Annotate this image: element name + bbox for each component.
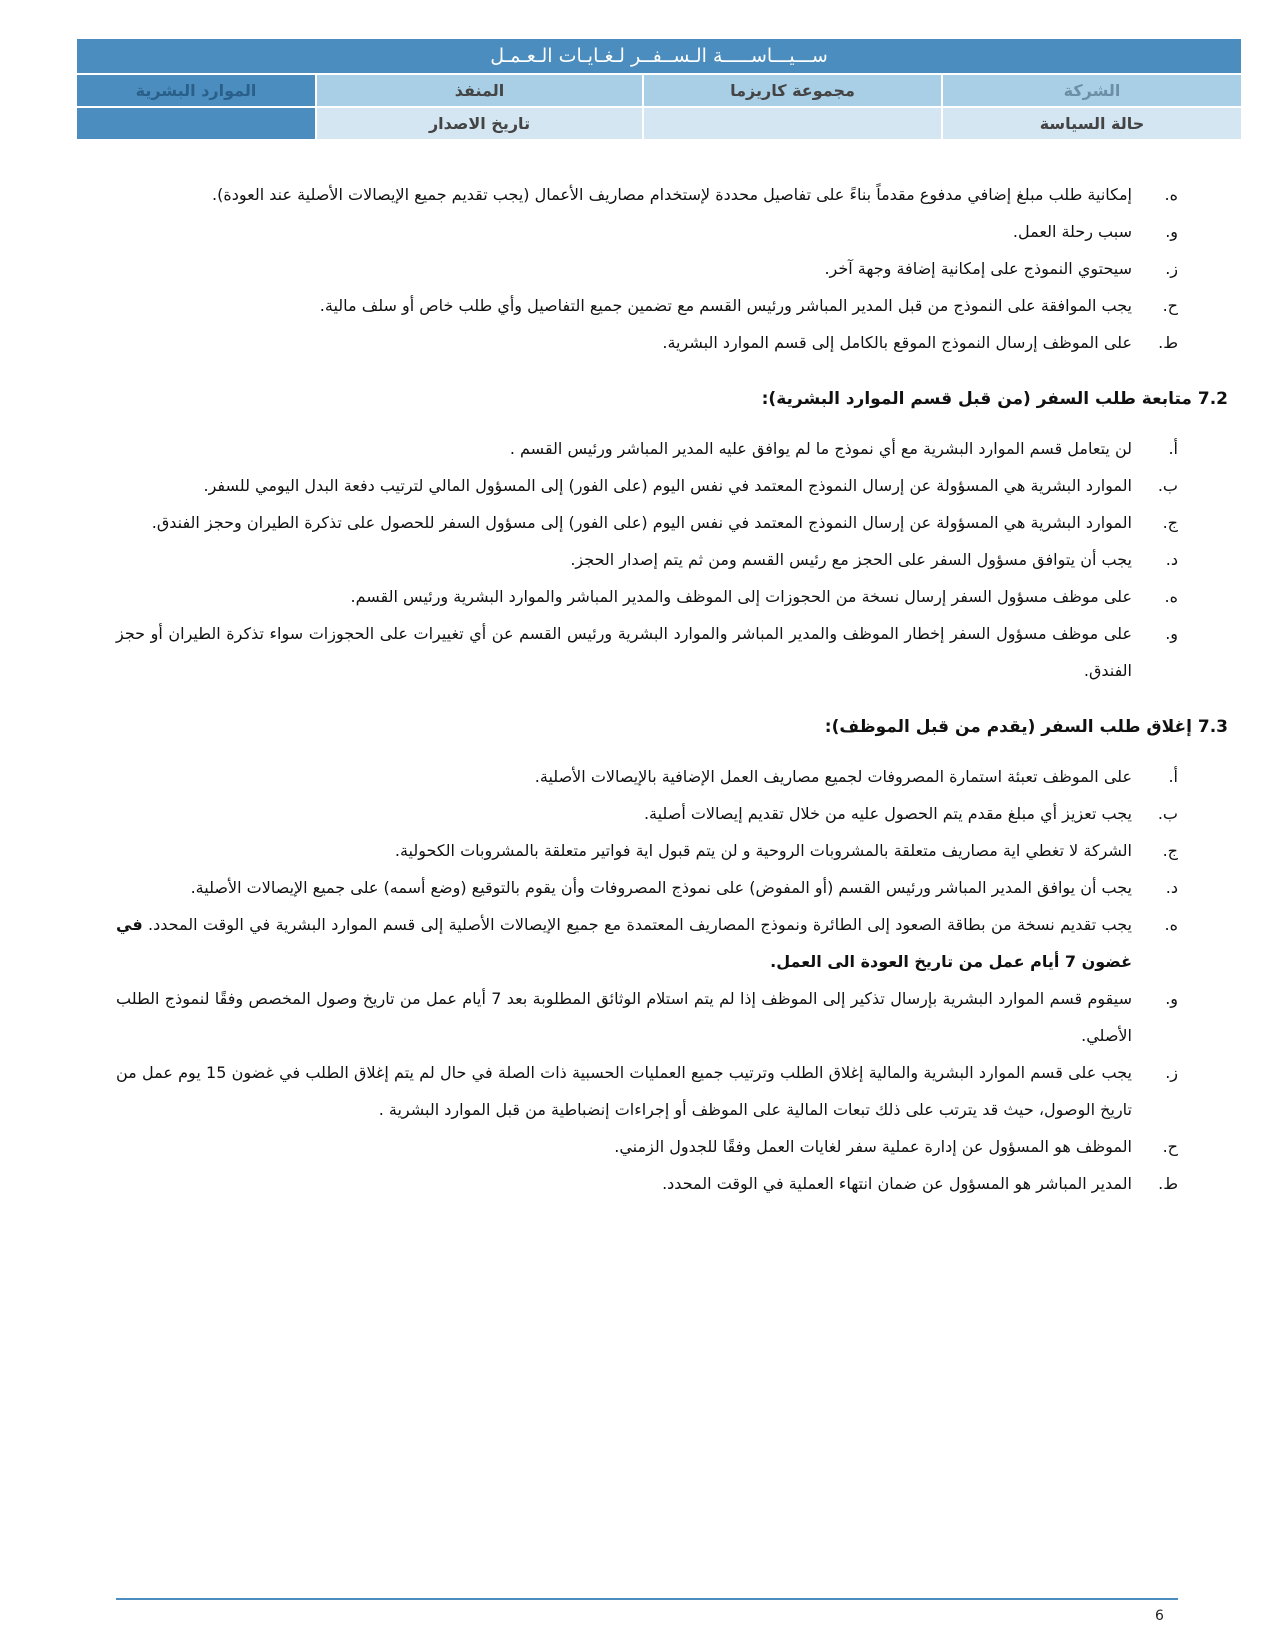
list-item-text: يجب أن يوافق المدير المباشر ورئيس القسم (أو المفوض) على نموذج المصروفات وأن يقوم بالتوقيع (وضع أسمه) على جميع الإيصالات الأصلية. [190,878,1132,897]
list-item-text: يجب تعزيز أي مبلغ مقدم يتم الحصول عليه من خلال تقديم إيصالات أصلية. [643,804,1132,823]
list-item-text: سيحتوي النموذج على إمكانية إضافة وجهة آخر. [824,259,1132,278]
list-item [116,832,1178,869]
list-marker: و. [1165,989,1178,1008]
list-item-text: يجب أن يتوافق مسؤول السفر على الحجز مع رئيس القسم ومن ثم يتم إصدار الحجز. [570,550,1132,569]
list-item [116,430,1178,467]
list-item-text: على الموظف إرسال النموذج الموقع بالكامل إلى قسم الموارد البشرية. [662,333,1132,352]
section-travel-closing [116,758,1178,1202]
section-title: إغلاق طلب السفر (يقدم من قبل الموظف): [824,717,1192,737]
section-title: متابعة طلب السفر (من قبل قسم الموارد البشرية): [761,389,1192,409]
list-item-text: لن يتعامل قسم الموارد البشرية مع أي نموذج ما لم يوافق عليه المدير المباشر ورئيس القسم . [509,439,1132,458]
list-marker: ج. [1162,841,1178,860]
list-item [116,541,1178,578]
section-request-items [116,176,1178,361]
policy-status-value [644,108,941,139]
list-marker: ه. [1164,587,1178,606]
policy-title: ســـيـــاســـــة الـســفــر لـغـايـات الـعـمـل [77,39,1241,73]
list-item [116,250,1178,287]
list-marker: ط. [1158,333,1178,352]
list-marker: أ. [1168,439,1178,458]
list-marker: د. [1165,878,1178,897]
company-label: الشركة [943,75,1241,106]
list-marker: ح. [1162,296,1178,315]
list-item-text: سبب رحلة العمل. [1012,222,1132,241]
list-item-text: الشركة لا تغطي اية مصاريف متعلقة بالمشروبات الروحية و لن يتم قبول اية فواتير متعلقة بالمشروبات الكحولية. [394,841,1132,860]
list-item-text: المدير المباشر هو المسؤول عن ضمان انتهاء العملية في الوقت المحدد. [662,1174,1132,1193]
list-item-text: يجب تقديم نسخة من بطاقة الصعود إلى الطائرة ونموذج المصاريف المعتمدة مع جميع الإيصالات الأصلية إلى قسم الموارد البشرية في الوقت المحدد. [148,915,1132,934]
company-value: مجموعة كاريزما [644,75,941,106]
list-marker: ه. [1164,185,1178,204]
list-item [116,1165,1178,1202]
policy-header-table [77,39,1241,139]
list-item-text: على موظف مسؤول السفر إخطار الموظف والمدير المباشر والموارد البشرية ورئيس القسم عن أي تغييرات على الحجوزات سواء تذكرة الطيران أو حجز الفندق. [116,624,1132,680]
list-marker: ز. [1165,259,1178,278]
list-item [116,324,1178,361]
deadline-note: في غضون 7 أيام عمل من تاريخ العودة الى العمل. [116,915,1132,971]
list-item [116,176,1178,213]
list-marker: ب. [1157,804,1178,823]
list-item [116,980,1178,1054]
list-item-text: الموظف هو المسؤول عن إدارة عملية سفر لغايات العمل وفقًا للجدول الزمني. [614,1137,1132,1156]
header-row-status [77,108,1241,139]
list-item [116,213,1178,250]
footer-divider [116,1598,1178,1600]
list-item-text: الموارد البشرية هي المسؤولة عن إرسال النموذج المعتمد في نفس اليوم (على الفور) إلى المسؤول المالي لترتيب دفعة البدل اليومي للسفر. [203,476,1132,495]
list-item-text: يجب على قسم الموارد البشرية والمالية إغلاق الطلب وترتيب جميع العمليات الحسبية ذات الصلة في حال لم يتم إغلاق الطلب في غضون 15 يوم عمل من تاريخ الوصول، حيث قد يترتب على ذلك تبعات المالية على الموظف أو إجراءات إنضباطية من قبل الموارد البشرية . [116,1063,1133,1119]
executor-label: المنفذ [317,75,642,106]
list-item-text: سيقوم قسم الموارد البشرية بإرسال تذكير إلى الموظف إذا لم يتم استلام الوثائق المطلوبة بعد 7 أيام عمل من تاريخ وصول المخصص وفقًا لنموذج الطلب الأصلي. [116,989,1132,1045]
list-item [116,467,1178,504]
list-item [116,615,1178,689]
document-body [116,176,1228,1202]
list-item-text: على الموظف تعبئة استمارة المصروفات لجميع مصاريف العمل الإضافية بالإيصالات الأصلية. [534,767,1132,786]
list-item [116,504,1178,541]
policy-status-label: حالة السياسة [943,108,1241,139]
list-marker: ز. [1165,1063,1178,1082]
list-item-text: على موظف مسؤول السفر إرسال نسخة من الحجوزات إلى الموظف والمدير المباشر والموارد البشرية ورئيس القسم. [350,587,1132,606]
list-marker: ط. [1158,1174,1178,1193]
list-item [116,795,1178,832]
list-item-text: إمكانية طلب مبلغ إضافي مدفوع مقدماً بناءً على تفاصيل محددة لإستخدام مصاريف الأعمال (يجب تقديم جميع الإيصالات الأصلية عند العودة). [212,185,1132,204]
section-number: 7.2 [1197,389,1228,409]
section-number: 7.3 [1197,717,1228,737]
header-row-company [77,75,1241,106]
list-item [116,906,1178,980]
list-marker: ج. [1162,513,1178,532]
list-item [116,758,1178,795]
list-marker: ب. [1157,476,1178,495]
list-marker: أ. [1168,767,1178,786]
list-marker: ه. [1164,915,1178,934]
list-item [116,578,1178,615]
list-item [116,1128,1178,1165]
list-marker: و. [1165,222,1178,241]
list-item-text: الموارد البشرية هي المسؤولة عن إرسال النموذج المعتمد في نفس اليوم (على الفور) إلى مسؤول السفر للحصول على تذكرة الطيران وحجز الفندق. [151,513,1132,532]
list-item-text: يجب الموافقة على النموذج من قبل المدير المباشر ورئيس القسم مع تضمين جميع التفاصيل وأي طلب خاص أو سلف مالية. [319,296,1132,315]
page-number: 6 [1155,1608,1164,1624]
list-marker: د. [1165,550,1178,569]
executor-value: الموارد البشرية [77,75,315,106]
issue-date-label: تاريخ الاصدار [317,108,642,139]
list-marker: و. [1165,624,1178,643]
list-marker: ح. [1162,1137,1178,1156]
list-item [116,287,1178,324]
issue-date-value [77,108,315,139]
section-heading-7-2 [116,381,1228,418]
list-item [116,1054,1178,1128]
section-heading-7-3 [116,709,1228,746]
section-travel-follow-up [116,430,1178,689]
list-item [116,869,1178,906]
